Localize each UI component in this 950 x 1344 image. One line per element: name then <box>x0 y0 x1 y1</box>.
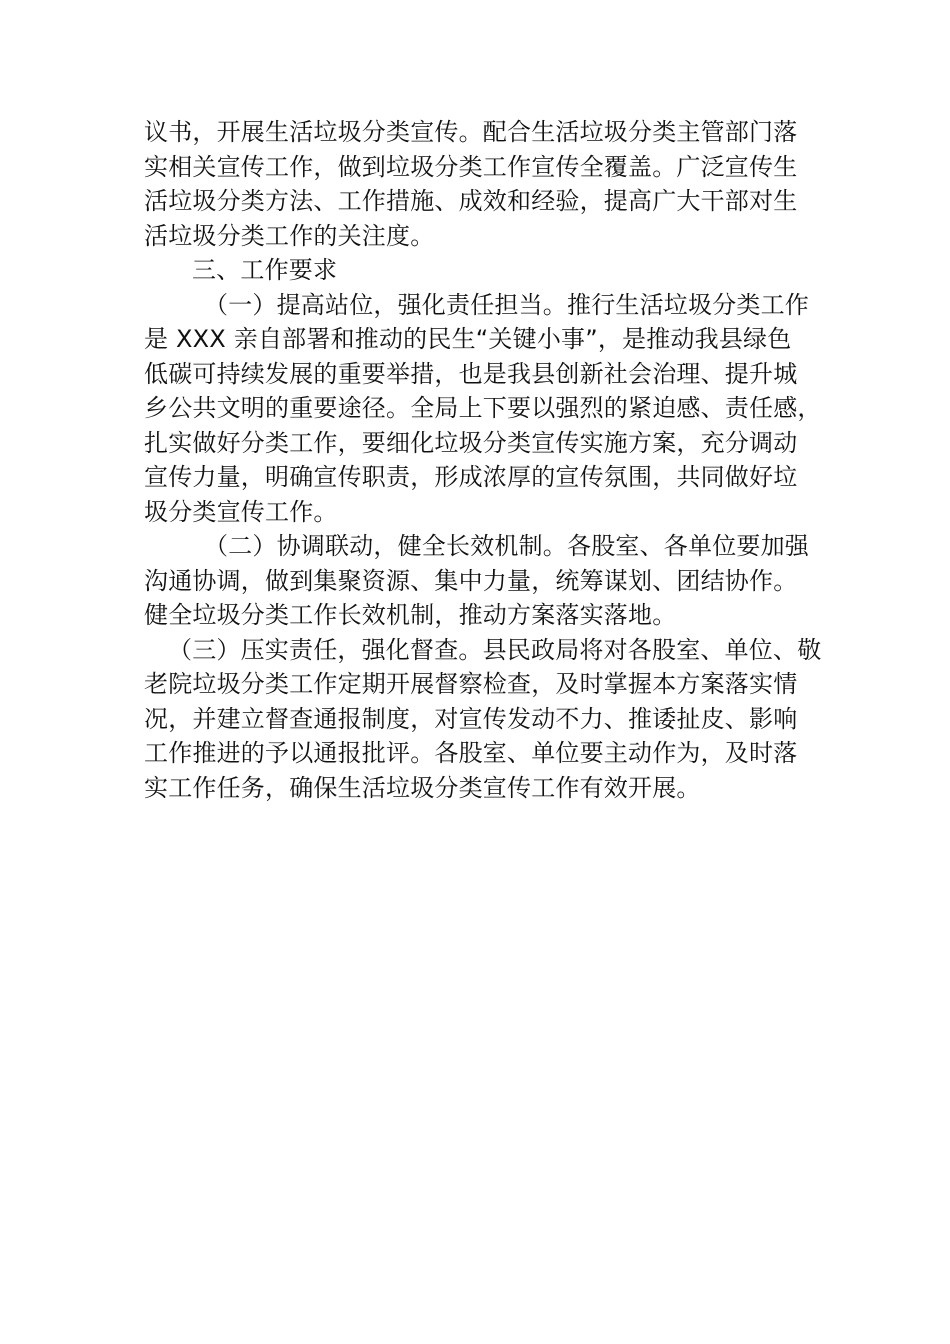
text-line: 老院垃圾分类工作定期开展督察检查，及时掌握本方案落实情 <box>144 670 798 698</box>
text-line: 工作推进的予以通报批评。各股室、单位要主动作为，及时落 <box>144 739 798 767</box>
text-line: 实工作任务，确保生活垃圾分类宣传工作有效开展。 <box>144 773 701 802</box>
text-line: 况，并建立督查通报制度，对宣传发动不力、推诿扯皮、影响 <box>144 704 798 733</box>
text-line: （三）压实责任，强化督查。县民政局将对各股室、单位、敬 <box>168 635 822 664</box>
section-heading: 三、工作要求 <box>192 256 338 284</box>
text-line: 活垃圾分类方法、工作措施、成效和经验，提高广大干部对生 <box>144 187 798 215</box>
text-line: 乡公共文明的重要途径。全局上下要以强烈的紧迫感、责任感， <box>144 394 822 422</box>
text-line: 宣传力量，明确宣传职责，形成浓厚的宣传氛围，共同做好垃 <box>144 463 798 491</box>
text-line: 议书，开展生活垃圾分类宣传。配合生活垃圾分类主管部门落 <box>144 118 798 146</box>
text-line: 活垃圾分类工作的关注度。 <box>144 221 435 250</box>
text-line: 健全垃圾分类工作长效机制，推动方案落实落地。 <box>144 601 677 629</box>
text-line: （一）提高站位，强化责任担当。推行生活垃圾分类工作 <box>204 290 809 319</box>
document-body <box>144 115 824 805</box>
text-line: 低碳可持续发展的重要举措，也是我县创新社会治理、提升城 <box>144 359 798 388</box>
text-line: 实相关宣传工作，做到垃圾分类工作宣传全覆盖。广泛宣传生 <box>144 152 798 181</box>
text-line: （二）协调联动，健全长效机制。各股室、各单位要加强 <box>204 532 809 560</box>
text-line: 扎实做好分类工作，要细化垃圾分类宣传实施方案，充分调动 <box>144 428 798 457</box>
text-line: 沟通协调，做到集聚资源、集中力量，统筹谋划、团结协作。 <box>144 566 798 595</box>
text-line: 是 XXX 亲自部署和推动的民生“关键小事”，是推动我县绿色 <box>144 325 792 353</box>
text-line: 圾分类宣传工作。 <box>144 497 338 526</box>
